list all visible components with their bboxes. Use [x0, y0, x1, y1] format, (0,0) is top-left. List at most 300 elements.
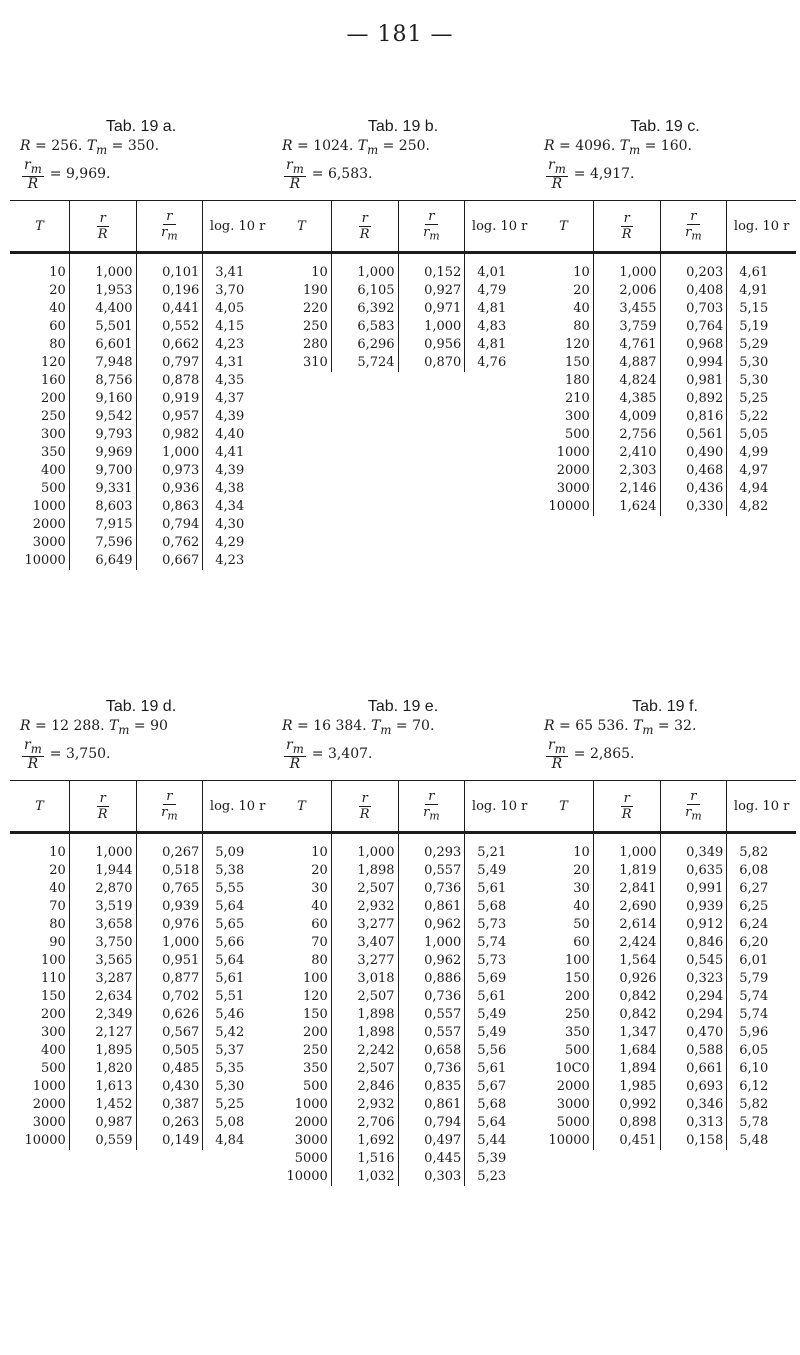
cell-T: 310 — [302, 355, 328, 370]
cell-log-10-r: 5,19 — [727, 318, 796, 336]
cell-r-over-R: 0,898 — [593, 1114, 660, 1132]
table-row — [272, 898, 534, 916]
cell-r-over-rm: 0,846 — [660, 934, 727, 952]
cell-log-10-r: 3,70 — [203, 282, 272, 300]
cell-T: 30 — [311, 881, 328, 896]
table-caption: Tab. 19 a. — [105, 118, 177, 135]
cell-r-over-R: 0,926 — [593, 970, 660, 988]
header-log-10-r: log. 10 r — [203, 201, 272, 253]
header-r-over-rm: $\frac{r}{r_m}$ — [660, 201, 727, 253]
cell-log-10-r: 4,84 — [203, 1132, 272, 1150]
table-row — [534, 1078, 796, 1096]
cell-r-over-rm: 0,962 — [398, 952, 465, 970]
cell-r-over-R: 0,842 — [593, 988, 660, 1006]
cell-T: 150 — [564, 355, 590, 370]
cell-T: 20 — [573, 283, 590, 298]
cell-r-over-rm: 0,693 — [660, 1078, 727, 1096]
cell-log-10-r: 6,10 — [727, 1060, 796, 1078]
cell-log-10-r: 4,35 — [203, 372, 272, 390]
cell-T: 1000 — [32, 1079, 66, 1094]
cell-log-10-r: 5,69 — [465, 970, 534, 988]
cell-T: 400 — [40, 1043, 66, 1058]
cell-log-10-r: 6,05 — [727, 1042, 796, 1060]
param-R-value: 4096. — [575, 138, 616, 154]
cell-log-10-r: 4,31 — [203, 354, 272, 372]
cell-T: 350 — [302, 1061, 328, 1076]
cell-r-over-R: 2,006 — [593, 282, 660, 300]
cell-r-over-rm: 0,468 — [660, 462, 727, 480]
cell-r-over-rm: 0,703 — [660, 300, 727, 318]
cell-log-10-r: 5,61 — [465, 880, 534, 898]
param-Tm-value: 32. — [674, 718, 697, 734]
cell-r-over-R: 2,146 — [593, 480, 660, 498]
ratio-value: 3,750. — [65, 746, 111, 763]
cell-r-over-R: 2,507 — [331, 988, 398, 1006]
cell-r-over-R: 9,542 — [69, 408, 136, 426]
cell-r-over-R: 0,987 — [69, 1114, 136, 1132]
cell-r-over-R: 3,759 — [593, 318, 660, 336]
cell-log-10-r: 5,08 — [203, 1114, 272, 1132]
cell-r-over-R: 9,700 — [69, 462, 136, 480]
table-row — [272, 336, 534, 354]
header-T: T — [10, 201, 69, 253]
cell-log-10-r: 5,82 — [727, 1096, 796, 1114]
table-row — [272, 1006, 534, 1024]
cell-log-10-r: 4,79 — [465, 282, 534, 300]
cell-log-10-r: 5,44 — [465, 1132, 534, 1150]
cell-r-over-rm: 0,490 — [660, 444, 727, 462]
param-R-value: 256. — [51, 138, 83, 154]
table-row — [272, 1150, 534, 1168]
cell-log-10-r: 5,73 — [465, 952, 534, 970]
cell-r-over-R: 2,932 — [331, 898, 398, 916]
header-r-over-rm: $\frac{r}{r_m}$ — [660, 781, 727, 833]
cell-log-10-r: 4,15 — [203, 318, 272, 336]
cell-T: 10 — [49, 845, 66, 860]
table-block — [10, 698, 272, 1150]
cell-log-10-r: 5,49 — [465, 1024, 534, 1042]
cell-r-over-R: 3,565 — [69, 952, 136, 970]
cell-log-10-r: 4,91 — [727, 282, 796, 300]
cell-r-over-R: 2,614 — [593, 916, 660, 934]
cell-r-over-R: 0,842 — [593, 1006, 660, 1024]
table-row — [534, 372, 796, 390]
table-row — [534, 1060, 796, 1078]
table-row — [272, 970, 534, 988]
table-row — [534, 952, 796, 970]
table-caption: Tab. 19 e. — [367, 698, 439, 715]
cell-log-10-r: 4,40 — [203, 426, 272, 444]
cell-r-over-rm: 0,951 — [136, 952, 203, 970]
cell-T: 3000 — [294, 1133, 328, 1148]
cell-r-over-rm: 0,661 — [660, 1060, 727, 1078]
table-row — [10, 862, 272, 880]
cell-r-over-rm: 0,552 — [136, 318, 203, 336]
ratio-rm-over-R: $\frac{r_m}{R}$ = 6,583. — [286, 157, 373, 192]
cell-T: 20 — [311, 863, 328, 878]
cell-log-10-r: 4,94 — [727, 480, 796, 498]
ratio-value: 3,407. — [327, 746, 373, 763]
table-row — [534, 318, 796, 336]
cell-r-over-R: 7,915 — [69, 516, 136, 534]
cell-r-over-R: 1,000 — [593, 253, 660, 283]
param-Tm-value: 90 — [150, 718, 168, 734]
cell-T: 500 — [40, 481, 66, 496]
table-row — [534, 1114, 796, 1132]
ratio-rm-over-R: $\frac{r_m}{R}$ = 3,407. — [286, 737, 373, 772]
cell-r-over-rm: 0,863 — [136, 498, 203, 516]
cell-log-10-r: 5,61 — [203, 970, 272, 988]
cell-log-10-r: 4,76 — [465, 354, 534, 372]
cell-r-over-rm: 0,797 — [136, 354, 203, 372]
cell-r-over-rm: 0,765 — [136, 880, 203, 898]
header-T: T — [272, 201, 331, 253]
cell-T: 10 — [311, 845, 328, 860]
cell-r-over-rm: 0,346 — [660, 1096, 727, 1114]
cell-log-10-r: 5,25 — [203, 1096, 272, 1114]
cell-log-10-r: 4,29 — [203, 534, 272, 552]
cell-r-over-rm: 1,000 — [136, 444, 203, 462]
cell-T: 250 — [302, 319, 328, 334]
cell-T: 10 — [311, 265, 328, 280]
table-row — [10, 300, 272, 318]
cell-T: 200 — [40, 1007, 66, 1022]
cell-r-over-rm: 0,794 — [398, 1114, 465, 1132]
cell-T: 300 — [40, 427, 66, 442]
cell-log-10-r: 5,68 — [465, 898, 534, 916]
cell-r-over-R: 5,724 — [331, 354, 398, 372]
cell-T: 10 — [49, 265, 66, 280]
header-r-over-R: $\frac{r}{R}$ — [69, 201, 136, 253]
cell-r-over-rm: 0,982 — [136, 426, 203, 444]
cell-log-10-r: 6,27 — [727, 880, 796, 898]
table-row — [272, 988, 534, 1006]
cell-log-10-r: 4,37 — [203, 390, 272, 408]
cell-r-over-R: 1,894 — [593, 1060, 660, 1078]
cell-r-over-R: 8,756 — [69, 372, 136, 390]
cell-log-10-r: 4,99 — [727, 444, 796, 462]
table-row — [534, 462, 796, 480]
cell-T: 300 — [564, 409, 590, 424]
table-row — [272, 1060, 534, 1078]
cell-T: 40 — [311, 899, 328, 914]
cell-T: 20 — [49, 863, 66, 878]
cell-r-over-R: 5,501 — [69, 318, 136, 336]
cell-r-over-R: 1,898 — [331, 862, 398, 880]
cell-r-over-R: 1,613 — [69, 1078, 136, 1096]
cell-T: 3000 — [556, 481, 590, 496]
cell-r-over-rm: 0,861 — [398, 898, 465, 916]
cell-T: 10000 — [548, 499, 590, 514]
cell-r-over-rm: 0,658 — [398, 1042, 465, 1060]
cell-log-10-r: 5,35 — [203, 1060, 272, 1078]
cell-log-10-r: 5,64 — [465, 1114, 534, 1132]
cell-T: 300 — [40, 1025, 66, 1040]
table-row — [10, 1132, 272, 1150]
header-log-10-r: log. 10 r — [727, 781, 796, 833]
ratio-rm-over-R: $\frac{r_m}{R}$ = 9,969. — [24, 157, 111, 192]
cell-r-over-R: 1,347 — [593, 1024, 660, 1042]
table-row — [534, 988, 796, 1006]
table-row — [272, 253, 534, 283]
cell-r-over-rm: 0,927 — [398, 282, 465, 300]
table-row — [534, 390, 796, 408]
table-parameters: R = 12 288. $T_m = 90$ — [20, 718, 168, 737]
cell-T: 100 — [302, 971, 328, 986]
cell-r-over-rm: 0,518 — [136, 862, 203, 880]
cell-log-10-r: 4,01 — [465, 253, 534, 283]
cell-log-10-r: 4,97 — [727, 462, 796, 480]
table-caption: Tab. 19 b. — [367, 118, 439, 135]
header-r-over-rm: $\frac{r}{r_m}$ — [398, 201, 465, 253]
table-row — [534, 916, 796, 934]
cell-log-10-r: 5,74 — [727, 1006, 796, 1024]
cell-log-10-r: 4,23 — [203, 336, 272, 354]
cell-T: 40 — [573, 301, 590, 316]
table-caption: Tab. 19 d. — [105, 698, 177, 715]
table-row — [10, 833, 272, 863]
cell-r-over-rm: 0,626 — [136, 1006, 203, 1024]
table-row — [534, 970, 796, 988]
cell-r-over-rm: 0,561 — [660, 426, 727, 444]
cell-log-10-r: 5,30 — [203, 1078, 272, 1096]
header-T: T — [272, 781, 331, 833]
cell-log-10-r: 5,39 — [465, 1150, 534, 1168]
cell-T: 10000 — [286, 1169, 328, 1184]
table-row — [272, 1096, 534, 1114]
cell-T: 150 — [564, 971, 590, 986]
cell-r-over-rm: 0,816 — [660, 408, 727, 426]
table-row — [272, 880, 534, 898]
header-log-10-r: log. 10 r — [465, 781, 534, 833]
cell-r-over-R: 6,649 — [69, 552, 136, 570]
cell-log-10-r: 5,46 — [203, 1006, 272, 1024]
data-table — [10, 200, 272, 570]
cell-r-over-rm: 0,939 — [660, 898, 727, 916]
ratio-rm-over-R: $\frac{r_m}{R}$ = 4,917. — [548, 157, 635, 192]
cell-T: 500 — [564, 1043, 590, 1058]
header-r-over-rm: $\frac{r}{r_m}$ — [398, 781, 465, 833]
table-row — [10, 952, 272, 970]
cell-log-10-r: 5,64 — [203, 952, 272, 970]
cell-T: 70 — [49, 899, 66, 914]
table-row — [272, 934, 534, 952]
ratio-value: 9,969. — [65, 166, 111, 183]
cell-r-over-R: 3,658 — [69, 916, 136, 934]
param-Tm-value: 250. — [398, 138, 430, 154]
table-row — [272, 833, 534, 863]
data-table — [534, 780, 796, 1150]
cell-log-10-r: 5,09 — [203, 833, 272, 863]
param-R-value: 1024. — [313, 138, 354, 154]
cell-log-10-r: 5,48 — [727, 1132, 796, 1150]
table-row — [10, 390, 272, 408]
cell-T: 250 — [564, 1007, 590, 1022]
cell-T: 10 — [573, 845, 590, 860]
table-row — [534, 498, 796, 516]
cell-T: 3000 — [32, 535, 66, 550]
cell-log-10-r: 4,61 — [727, 253, 796, 283]
cell-r-over-R: 9,969 — [69, 444, 136, 462]
cell-r-over-R: 1,692 — [331, 1132, 398, 1150]
cell-r-over-R: 9,793 — [69, 426, 136, 444]
ratio-rm-over-R: $\frac{r_m}{R}$ = 3,750. — [24, 737, 111, 772]
cell-r-over-rm: 0,557 — [398, 1024, 465, 1042]
cell-r-over-R: 0,992 — [593, 1096, 660, 1114]
table-row — [534, 444, 796, 462]
cell-r-over-R: 2,127 — [69, 1024, 136, 1042]
cell-r-over-rm: 0,152 — [398, 253, 465, 283]
table-row — [10, 408, 272, 426]
table-parameters: R = 65 536. $T_m = 32$. — [544, 718, 697, 737]
table-parameters: R = 256. $T_m = 350$. — [20, 138, 160, 157]
cell-r-over-rm: 0,991 — [660, 880, 727, 898]
table-row — [272, 1024, 534, 1042]
cell-T: 500 — [564, 427, 590, 442]
table-row — [534, 862, 796, 880]
table-row — [10, 372, 272, 390]
cell-r-over-rm: 0,870 — [398, 354, 465, 372]
cell-log-10-r: 5,78 — [727, 1114, 796, 1132]
cell-r-over-R: 0,451 — [593, 1132, 660, 1150]
cell-T: 40 — [49, 301, 66, 316]
cell-T: 1000 — [294, 1097, 328, 1112]
cell-r-over-rm: 0,835 — [398, 1078, 465, 1096]
cell-T: 2000 — [32, 1097, 66, 1112]
cell-r-over-rm: 0,956 — [398, 336, 465, 354]
param-Tm-value: 350. — [127, 138, 160, 154]
cell-r-over-rm: 0,196 — [136, 282, 203, 300]
cell-r-over-rm: 0,294 — [660, 1006, 727, 1024]
cell-r-over-R: 1,819 — [593, 862, 660, 880]
cell-r-over-R: 3,018 — [331, 970, 398, 988]
cell-r-over-R: 1,452 — [69, 1096, 136, 1114]
cell-r-over-R: 7,948 — [69, 354, 136, 372]
cell-log-10-r: 5,05 — [727, 426, 796, 444]
cell-T: 500 — [302, 1079, 328, 1094]
table-parameters: R = 16 384. $T_m = 70$. — [282, 718, 435, 737]
cell-T: 100 — [40, 953, 66, 968]
cell-r-over-R: 4,009 — [593, 408, 660, 426]
table-row — [534, 408, 796, 426]
cell-T: 400 — [40, 463, 66, 478]
cell-r-over-R: 9,331 — [69, 480, 136, 498]
cell-r-over-R: 7,596 — [69, 534, 136, 552]
cell-log-10-r: 5,64 — [203, 898, 272, 916]
table-row — [10, 1024, 272, 1042]
cell-r-over-R: 1,564 — [593, 952, 660, 970]
cell-log-10-r: 4,41 — [203, 444, 272, 462]
cell-log-10-r: 5,30 — [727, 354, 796, 372]
cell-r-over-rm: 0,303 — [398, 1168, 465, 1186]
table-row — [10, 970, 272, 988]
cell-log-10-r: 6,01 — [727, 952, 796, 970]
cell-T: 2000 — [32, 517, 66, 532]
header-T: T — [10, 781, 69, 833]
cell-T: 20 — [49, 283, 66, 298]
table-block — [534, 698, 796, 1150]
cell-log-10-r: 5,29 — [727, 336, 796, 354]
cell-r-over-rm: 0,497 — [398, 1132, 465, 1150]
cell-T: 10C0 — [555, 1061, 590, 1076]
cell-r-over-R: 3,287 — [69, 970, 136, 988]
table-row — [10, 462, 272, 480]
cell-log-10-r: 6,08 — [727, 862, 796, 880]
data-table — [10, 780, 272, 1150]
table-row — [10, 282, 272, 300]
cell-T: 350 — [564, 1025, 590, 1040]
cell-r-over-rm: 0,330 — [660, 498, 727, 516]
cell-r-over-R: 3,277 — [331, 952, 398, 970]
cell-r-over-rm: 0,267 — [136, 833, 203, 863]
cell-r-over-rm: 0,861 — [398, 1096, 465, 1114]
cell-r-over-rm: 0,349 — [660, 833, 727, 863]
cell-r-over-R: 1,000 — [331, 833, 398, 863]
cell-r-over-R: 2,690 — [593, 898, 660, 916]
cell-T: 120 — [564, 337, 590, 352]
cell-r-over-R: 2,932 — [331, 1096, 398, 1114]
cell-r-over-R: 2,841 — [593, 880, 660, 898]
header-log-10-r: log. 10 r — [465, 201, 534, 253]
cell-T: 210 — [564, 391, 590, 406]
cell-r-over-R: 1,953 — [69, 282, 136, 300]
cell-r-over-R: 3,407 — [331, 934, 398, 952]
cell-r-over-R: 1,985 — [593, 1078, 660, 1096]
cell-r-over-rm: 0,736 — [398, 1060, 465, 1078]
page-number: — 181 — — [346, 22, 454, 47]
cell-log-10-r: 5,51 — [203, 988, 272, 1006]
cell-log-10-r: 5,79 — [727, 970, 796, 988]
table-row — [10, 253, 272, 283]
table-block — [534, 118, 796, 516]
cell-T: 60 — [311, 917, 328, 932]
cell-log-10-r: 5,74 — [727, 988, 796, 1006]
data-table — [272, 780, 534, 1186]
table-row — [534, 354, 796, 372]
table-row — [10, 498, 272, 516]
header-r-over-R: $\frac{r}{R}$ — [69, 781, 136, 833]
cell-log-10-r: 5,61 — [465, 988, 534, 1006]
cell-log-10-r: 4,34 — [203, 498, 272, 516]
data-table — [534, 200, 796, 516]
cell-log-10-r: 5,55 — [203, 880, 272, 898]
cell-r-over-R: 2,410 — [593, 444, 660, 462]
table-row — [272, 354, 534, 372]
cell-r-over-rm: 0,557 — [398, 862, 465, 880]
cell-r-over-R: 9,160 — [69, 390, 136, 408]
table-block — [272, 118, 534, 372]
cell-r-over-rm: 0,323 — [660, 970, 727, 988]
cell-T: 250 — [302, 1043, 328, 1058]
table-row — [10, 318, 272, 336]
cell-log-10-r: 4,39 — [203, 462, 272, 480]
cell-log-10-r: 5,21 — [465, 833, 534, 863]
param-R-value: 16 384. — [313, 718, 367, 734]
cell-r-over-rm: 0,919 — [136, 390, 203, 408]
param-Tm-value: 160. — [660, 138, 692, 154]
cell-T: 110 — [40, 971, 66, 986]
cell-r-over-rm: 0,470 — [660, 1024, 727, 1042]
cell-r-over-R: 3,750 — [69, 934, 136, 952]
table-row — [534, 282, 796, 300]
cell-r-over-rm: 0,962 — [398, 916, 465, 934]
ratio-value: 4,917. — [589, 166, 635, 183]
cell-r-over-rm: 0,588 — [660, 1042, 727, 1060]
cell-T: 2000 — [556, 1079, 590, 1094]
cell-log-10-r: 5,15 — [727, 300, 796, 318]
cell-T: 350 — [40, 445, 66, 460]
cell-T: 80 — [311, 953, 328, 968]
